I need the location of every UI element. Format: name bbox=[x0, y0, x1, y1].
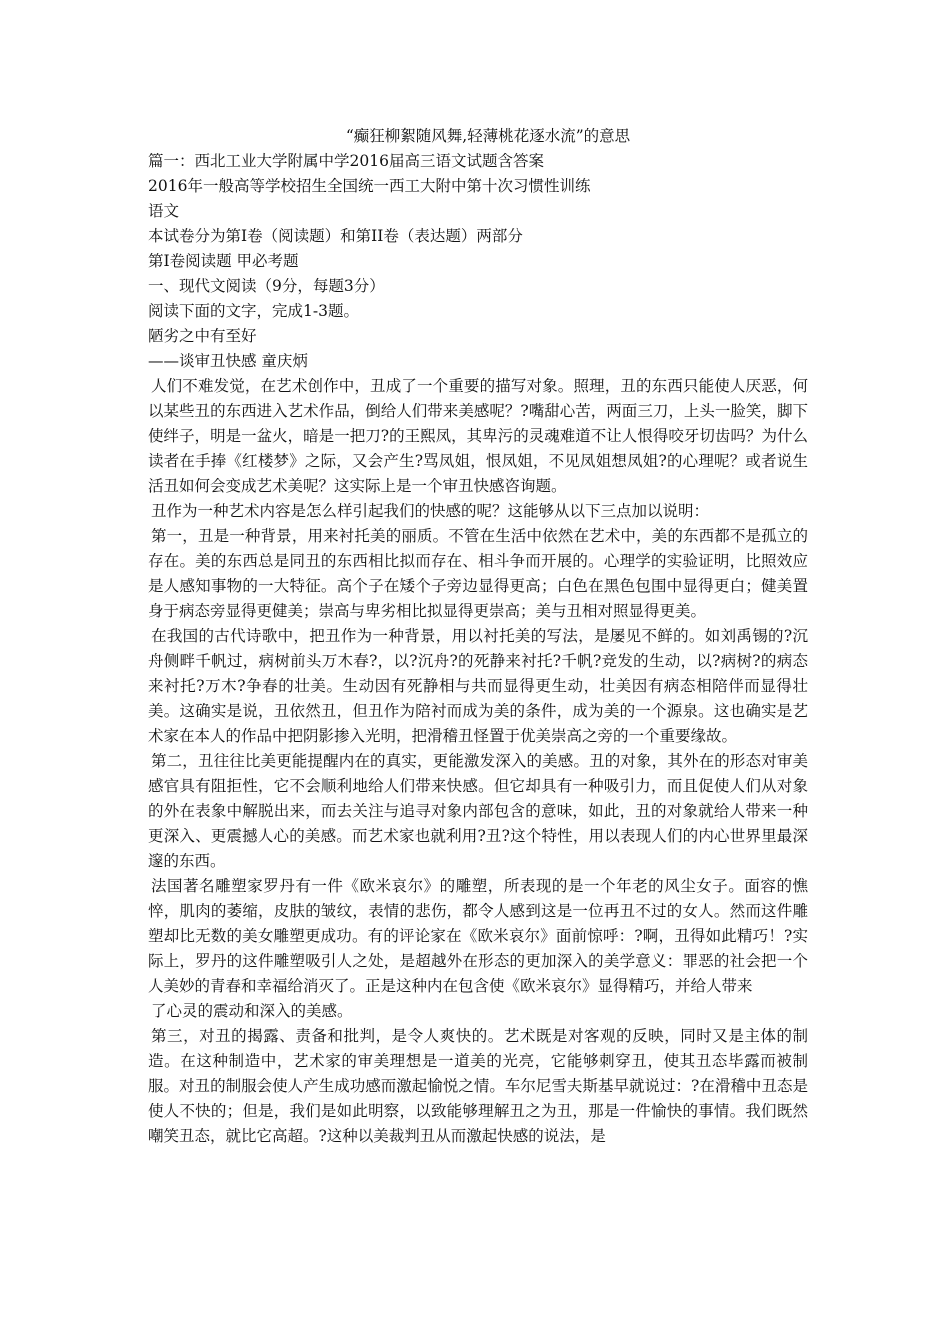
paragraph-second-point: 第二，丑往往比美更能提醒内在的真实，更能激发深入的美感。丑的对象，其外在的形态对审美感官具有阻拒性，它不会顺利地给人们带来快感。但它却具有一种吸引力，而且促使人们从对象的外在表象中解脱出来，而去关注与追寻对象内部包含的意味，如此，丑的对象就给人带来一种更深入、更震撼人心的美感。而艺术家也就利用?丑?这个特性，用以表现人们的内心世界里最深邃的东西。 bbox=[148, 752, 808, 870]
paragraph-third-point: 第三，对丑的揭露、责备和批判，是令人爽快的。艺术既是对客观的反映，同时又是主体的制造。在这种制造中，艺术家的审美理想是一道美的光亮，它能够刺穿丑，使其丑态毕露而被制服。对丑的制服会使人产生成功感而激起愉悦之情。车尔尼雪夫斯基早就说过：?在滑稽中丑态是使人不快的；但是，我们是如此明察，以致能够理解丑之为丑，那是一件愉快的事情。我们既然嘲笑丑态，就比它高超。?这种以美裁判丑从而激起快感的说法，是 bbox=[148, 1027, 808, 1145]
header-line-paper-structure: 本试卷分为第I卷（阅读题）和第II卷（表达题）两部分 bbox=[148, 227, 523, 245]
header-line-subject: 语文 bbox=[148, 202, 180, 220]
article-subtitle-author: ——谈审丑快感 童庆炳 bbox=[148, 352, 308, 370]
paragraph-intro: 人们不难发觉，在艺术创作中，丑成了一个重要的描写对象。照理，丑的东西只能使人厌恶，何以某些丑的东西进入艺术作品，倒给人们带来美感呢？?嘴甜心苦，两面三刀，上头一脸笑，脚下使绊子，明是一盆火，暗是一把刀?的王熙凤，其卑污的灵魂难道不让人恨得咬牙切齿吗？为什么读者在手捧《红楼梦》之际，又会产生?骂凤姐，恨凤姐，不见凤姐想凤姐?的心理呢？或者说生活丑如何会变成艺术美呢？这实际上是一个审丑快感咨询题。 bbox=[148, 377, 808, 495]
document-title: “癫狂柳絮随风舞,轻薄桃花逐水流”的意思 bbox=[345, 127, 631, 145]
header-line-school-exam: 篇一：西北工业大学附属中学2016届高三语文试题含答案 bbox=[148, 152, 544, 170]
header-line-instruction: 阅读下面的文字，完成1-3题。 bbox=[148, 302, 359, 320]
paragraph-three-points: 丑作为一种艺术内容是怎么样引起我们的快感的呢？这能够从以下三点加以说明： bbox=[151, 502, 710, 520]
header-line-exam-name: 2016年一般高等学校招生全国统一西工大附中第十次习惯性训练 bbox=[148, 177, 591, 195]
article-title: 陋劣之中有至好 bbox=[148, 327, 257, 345]
paragraph-rodin-example: 法国著名雕塑家罗丹有一件《欧米哀尔》的雕塑，所表现的是一个年老的风尘女子。面容的憔悴，肌肉的萎缩，皮肤的皱纹，表情的悲伤，都令人感到这是一位再丑不过的女人。然而这件雕塑却比无数的美女雕塑更成功。有的评论家在《欧米哀尔》面前惊呼：?啊，丑得如此精巧！?实际上，罗丹的这件雕塑吸引人之处，是超越外在形态的更加深入的美学意义：罪恶的社会把一个人美妙的青春和幸福给消灭了。正是这种内在包含使《欧米哀尔》显得精巧，并给人带来 bbox=[148, 877, 808, 995]
header-line-question-group: 一、现代文阅读（9分，每题3分） bbox=[148, 277, 385, 295]
document-page bbox=[148, 124, 808, 1149]
paragraph-first-point: 第一，丑是一种背景，用来衬托美的丽质。不管在生活中依然在艺术中，美的东西都不是孤立的存在。美的东西总是同丑的东西相比拟而存在、相斗争而开展的。心理学的实验证明，比照效应是人感知事物的一大特征。高个子在矮个子旁边显得更高；白色在黑色包围中显得更白；健美置身于病态旁显得更健美；崇高与卑劣相比拟显得更崇高；美与丑相对照显得更美。 bbox=[148, 527, 808, 620]
header-line-section: 第I卷阅读题 甲必考题 bbox=[148, 252, 299, 270]
paragraph-rodin-continued: 了心灵的震动和深入的美感。 bbox=[151, 1002, 353, 1020]
paragraph-poetry-example: 在我国的古代诗歌中，把丑作为一种背景，用以衬托美的写法，是屡见不鲜的。如刘禹锡的?沉舟侧畔千帆过，病树前头万木春?，以?沉舟?的死静来衬托?千帆?竞发的生动，以?病树?的病态来衬托?万木?争春的壮美。生动因有死静相与共而显得更生动，壮美因有病态相陪伴而显得壮美。这确实是说，丑依然丑，但丑作为陪衬而成为美的条件，成为美的一个源泉。这也确实是艺术家在本人的作品中把阴影掺入光明，把滑稽丑怪置于优美崇高之旁的一个重要缘故。 bbox=[148, 627, 808, 745]
